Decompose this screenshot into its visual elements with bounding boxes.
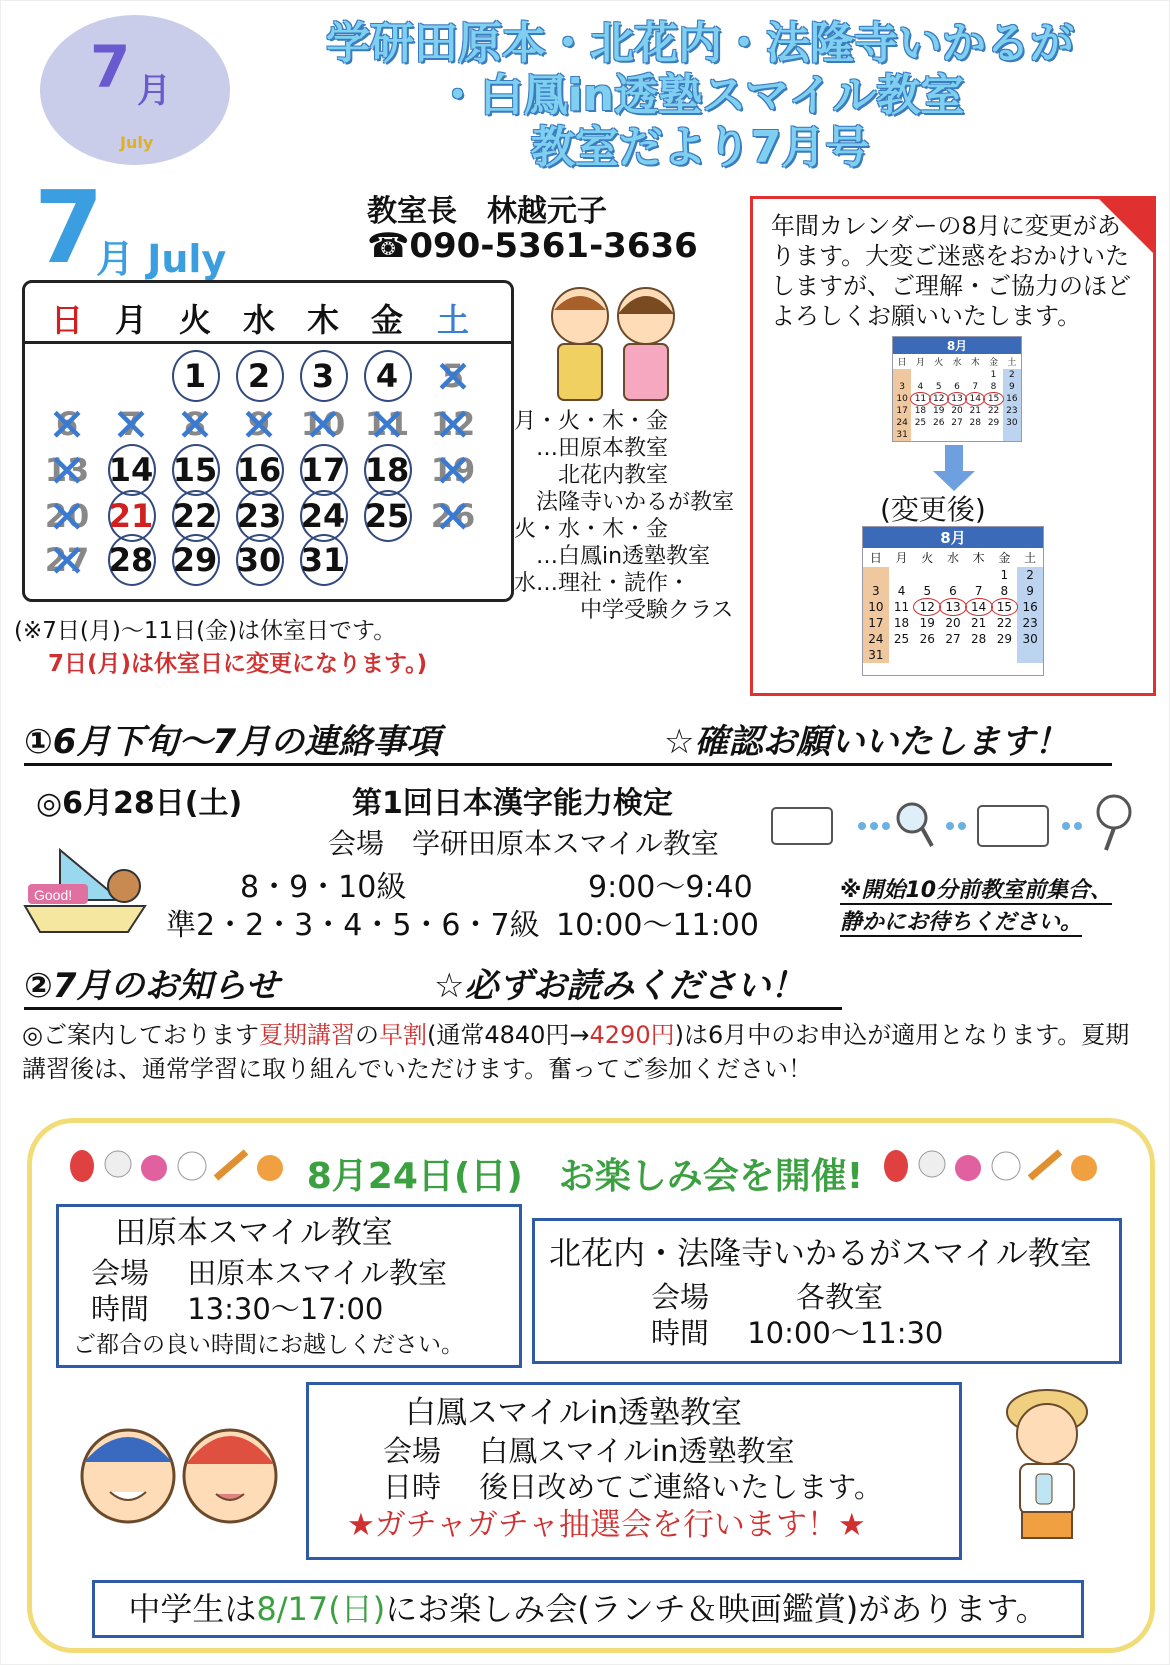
mini-day [1017, 647, 1043, 663]
mini-day [930, 429, 948, 441]
calendar-day-number: 5 [441, 357, 465, 395]
section1-heading [24, 714, 1112, 766]
calendar-day [294, 401, 352, 447]
calendar-day [102, 537, 160, 583]
calendar-day [424, 353, 482, 399]
mini-day [863, 567, 889, 583]
calendar-day-number: 25 [364, 497, 410, 535]
weekday-4: 木 [306, 301, 339, 339]
calendar-day-number: 13 [44, 451, 90, 489]
mini-day: 22 [987, 406, 1000, 416]
kanken-time-1: 9:00～9:40 [588, 870, 753, 905]
weekday-2: 火 [178, 301, 211, 339]
mini-day: 4 [917, 382, 924, 392]
calendar-day [102, 401, 160, 447]
smiling-kids-illustration [70, 1412, 290, 1532]
mini-day: 15 [992, 599, 1018, 615]
calendar-day [424, 493, 482, 539]
summer-course-paragraph [22, 1018, 1152, 1086]
calendar-day [424, 447, 482, 493]
boat-label: Good! [34, 887, 73, 903]
mini-day: 30 [1017, 631, 1043, 647]
mini-weekday: 土 [1007, 358, 1017, 368]
mini-day: 28 [969, 418, 981, 428]
calendar-day-number: 16 [236, 451, 282, 489]
hakuho-venue: 会場 白鳳スマイルin透塾教室 [383, 1434, 795, 1468]
calendar-day [230, 493, 288, 539]
boat-bear-illustration [20, 840, 150, 940]
calendar-day [424, 401, 482, 447]
kanken-time-2: 10:00～11:00 [556, 908, 759, 943]
mini-day: 16 [1017, 599, 1043, 615]
badge-number: 7 [90, 33, 131, 101]
big-month-label: 月 July [96, 237, 227, 281]
mini-day: 15 [984, 393, 1002, 405]
mini-day: 13 [940, 599, 966, 615]
hakuho-name: 白鳳スマイルin透塾教室 [405, 1395, 743, 1431]
kanken-grade-1: 8・9・10級 [240, 870, 407, 905]
calendar-day-number: 19 [430, 451, 476, 489]
mini-day: 26 [932, 418, 945, 428]
mini-day: 6 [954, 382, 960, 392]
mini-day: 28 [971, 632, 987, 646]
para-g: )は6月中のお申込が適用となります。夏期講習後は、通常学習に取り組んでいただけます。奮ってご参加ください！ [22, 1021, 1130, 1083]
calendar-day [294, 537, 352, 583]
kanken-date: ◎6月28日(土) [36, 786, 243, 821]
calendar-day-number: 7 [119, 405, 143, 443]
schedule-line: 水…理社・読作・ [514, 571, 691, 596]
mini-day: 14 [966, 599, 992, 615]
mini-day: 5 [923, 584, 932, 598]
event-title: 8月24日(日) お楽しみ会を開催! [306, 1156, 864, 1197]
mini-day: 5 [935, 382, 942, 392]
section1-heading-right: ☆確認お願いいたします！ [664, 722, 1069, 762]
schedule-line: …白鳳in透塾教室 [514, 544, 711, 569]
schedule-line: …田原本教室 [514, 436, 669, 461]
mini-day: 27 [945, 632, 961, 646]
mini-day: 31 [863, 647, 889, 663]
mini-day: 4 [897, 584, 906, 598]
mini-weekday: 月 [895, 551, 908, 565]
mini-day: 11 [893, 600, 910, 614]
mini-day: 19 [932, 406, 945, 416]
mini-weekday: 水 [946, 551, 959, 565]
weekday-6: 土 [436, 301, 469, 339]
calendar-header [25, 283, 511, 344]
footer-a: 中学生は [128, 1590, 257, 1628]
mini-day: 1 [990, 370, 997, 380]
mini-day: 7 [974, 584, 983, 598]
mini-day: 14 [966, 393, 984, 405]
mini-day: 29 [996, 632, 1012, 646]
calendar-day-number: 31 [300, 541, 346, 579]
mini-day [992, 647, 1018, 663]
mini-day [893, 369, 911, 381]
mini-weekday: 月 [915, 358, 925, 368]
yukata-kids-illustration [538, 282, 688, 412]
july-calendar [22, 280, 514, 602]
mini-weekday: 金 [998, 551, 1011, 565]
mini-day: 21 [971, 616, 987, 630]
mini-day [911, 429, 929, 441]
calendar-day-number: 21 [108, 497, 154, 535]
mini-day [966, 369, 984, 381]
mini-day: 13 [948, 393, 966, 405]
mini-weekday: 土 [1024, 551, 1037, 565]
hakuho-box [306, 1382, 962, 1560]
schedule-line: 中学受験クラス [514, 598, 734, 623]
mini-day: 10 [863, 599, 889, 615]
mini-day: 17 [893, 405, 911, 417]
calendar-day [166, 493, 224, 539]
mini-calendar-after [862, 526, 1044, 676]
calendar-day-number: 2 [247, 357, 271, 395]
mini-day: 6 [949, 584, 957, 598]
mini-day: 10 [893, 393, 911, 405]
mini-day: 20 [945, 616, 961, 630]
para-summer-course: 夏期講習 [258, 1021, 355, 1049]
mini-day: 24 [893, 417, 911, 429]
kanken-note-2: 静かにお待ちください。 [840, 910, 1083, 935]
tawaramoto-note: ご都合の良い時間にお越しください。 [73, 1332, 464, 1358]
calendar-day-number: 10 [300, 405, 346, 443]
badge-kanji: 月 [137, 71, 171, 111]
footer-c: にお楽しみ会(ランチ＆映画鑑賞)があります。 [385, 1590, 1048, 1628]
calendar-day [294, 493, 352, 539]
calendar-day [358, 447, 416, 493]
mini-day: 11 [911, 393, 929, 405]
mini-day: 3 [893, 381, 911, 393]
mini-weekday: 木 [972, 551, 985, 565]
junior-high-box [92, 1580, 1084, 1638]
mini-day [948, 369, 966, 381]
tawaramoto-venue: 会場 田原本スマイル教室 [91, 1256, 448, 1290]
kanken-note [840, 875, 1112, 939]
calendar-note-2: 7日(月)は休室日に変更になります。) [48, 651, 428, 677]
mini-day: 23 [1003, 405, 1021, 417]
weekday-3: 水 [242, 301, 275, 339]
calendar-day [166, 353, 224, 399]
mini-calendar-before [892, 336, 1022, 442]
month-badge [40, 15, 230, 165]
kitahanauchi-name: 北花内・法隆寺いかるがスマイル教室 [549, 1234, 1092, 1272]
mini-day [930, 369, 948, 381]
hakuho-gacha [347, 1507, 866, 1543]
tawaramoto-box [56, 1204, 522, 1368]
calendar-day-number: 3 [311, 357, 335, 395]
kanken-event: 第1回日本漢字能力検定 [352, 786, 673, 821]
mini-day: 27 [951, 418, 963, 428]
calendar-day [102, 447, 160, 493]
calendar-day [166, 447, 224, 493]
mini-day [966, 567, 992, 583]
mini-day [948, 429, 966, 441]
mini-day: 9 [1003, 381, 1021, 393]
mini-calendar-before-month: 8月 [893, 337, 1021, 354]
weekday-1: 月 [114, 301, 147, 339]
mini-day: 3 [863, 583, 889, 599]
mini-day [1003, 429, 1021, 441]
para-early-discount: 早割 [378, 1021, 427, 1049]
study-tools-illustration [770, 790, 1140, 856]
kitahanauchi-box [532, 1218, 1122, 1364]
mini-day [940, 647, 966, 663]
section2-heading-right: ☆必ずお読みください！ [434, 966, 805, 1006]
schedule-line: 北花内教室 [514, 463, 669, 488]
notice-text: 年間カレンダーの8月に変更があります。大変ご迷惑をおかけいたしますが、ご理解・ご協力のほどよろしくお願いいたします。 [771, 212, 1131, 330]
calendar-day-number: 29 [172, 541, 218, 579]
mini-day: 24 [863, 631, 889, 647]
weekday-0: 日 [50, 301, 83, 339]
schedule-line: 月・火・木・金 [514, 409, 669, 434]
calendar-note-1: (※7日(月)～11日(金)は休室日です。 [14, 618, 397, 644]
calendar-day-number: 20 [44, 497, 90, 535]
calendar-day [38, 537, 96, 583]
title-line-2: ・白鳳in透塾スマイル教室 [435, 70, 965, 121]
calendar-day-number: 14 [108, 451, 154, 489]
calendar-day-number: 18 [364, 451, 410, 489]
calendar-day [358, 353, 416, 399]
mini-weekday: 日 [897, 358, 907, 368]
calendar-day-number: 24 [300, 497, 346, 535]
mini-day: 31 [893, 429, 911, 441]
after-change-label: (変更後) [880, 493, 986, 526]
calendar-day-number: 17 [300, 451, 346, 489]
mini-day: 8 [990, 382, 997, 392]
manager-name: 教室長 林越元子 [367, 194, 607, 229]
calendar-day-number: 9 [247, 405, 271, 443]
section2-heading [24, 958, 842, 1010]
hakuho-date: 日時 後日改めてご連絡いたします。 [383, 1470, 883, 1504]
kitahanauchi-venue: 会場 各教室 [651, 1280, 884, 1314]
mini-weekday: 日 [869, 551, 882, 565]
mini-day: 25 [914, 418, 927, 428]
kitahanauchi-time: 時間 10:00～11:30 [651, 1316, 944, 1350]
mini-day: 12 [930, 393, 948, 405]
mini-day: 20 [951, 406, 963, 416]
calendar-day-number: 11 [364, 405, 410, 443]
mini-day: 25 [893, 632, 910, 646]
calendar-day [230, 353, 288, 399]
mini-day: 12 [914, 599, 940, 615]
schedule-line: 火・水・木・金 [514, 517, 669, 542]
mini-day: 2 [1003, 369, 1021, 381]
mini-day [889, 647, 915, 663]
para-e: (通常4840円→ [426, 1021, 590, 1049]
calendar-day-number: 12 [430, 405, 476, 443]
mini-day [984, 429, 1002, 441]
calendar-day [294, 353, 352, 399]
tawaramoto-name: 田原本スマイル教室 [115, 1215, 393, 1251]
boy-with-drink-illustration [992, 1378, 1102, 1558]
weekday-5: 金 [370, 301, 403, 339]
mini-day: 16 [1003, 393, 1021, 405]
mini-weekday: 火 [921, 551, 934, 565]
mini-day: 19 [919, 616, 935, 630]
calendar-day-number: 1 [183, 357, 207, 395]
mini-day: 29 [987, 418, 1000, 428]
mini-day: 30 [1003, 417, 1021, 429]
mini-day [966, 429, 984, 441]
mini-calendar-after-month: 8月 [863, 527, 1043, 548]
festival-icons-left [66, 1144, 286, 1188]
title-line-3: 教室だより7月号 [530, 122, 870, 173]
calendar-day [358, 493, 416, 539]
phone-number: ☎090-5361-3636 [367, 226, 698, 266]
calendar-day [38, 401, 96, 447]
mini-day: 18 [914, 406, 927, 416]
mini-weekday: 木 [970, 358, 980, 368]
footer-date: 8/17(日) [256, 1590, 386, 1628]
kanken-note-1: ※開始10分前教室前集合、 [840, 878, 1113, 903]
section1-heading-left: ①6月下旬～7月の連絡事項 [24, 722, 441, 762]
para-a: ◎ご案内しております [22, 1021, 259, 1049]
mini-day: 1 [1000, 568, 1009, 582]
mini-day: 17 [863, 615, 889, 631]
schedule-line: 法隆寺いかるが教室 [514, 490, 735, 515]
calendar-day-number: 28 [108, 541, 154, 579]
arrow-down-icon [945, 445, 963, 471]
badge-eng: July [120, 133, 154, 152]
mini-weekday: 水 [952, 358, 962, 368]
mini-day [914, 567, 940, 583]
para-c: の [354, 1021, 379, 1049]
calendar-day [38, 447, 96, 493]
section2-heading-left: ②7月のお知らせ [24, 966, 280, 1006]
calendar-day-number: 4 [375, 357, 399, 395]
mini-day: 2 [1017, 567, 1043, 583]
calendar-day [166, 537, 224, 583]
calendar-day-number: 6 [55, 405, 79, 443]
calendar-day [166, 401, 224, 447]
mini-weekday: 火 [934, 358, 944, 368]
mini-day [911, 369, 929, 381]
calendar-day-number: 22 [172, 497, 218, 535]
mini-day [914, 647, 940, 663]
mini-weekday: 金 [989, 358, 999, 368]
calendar-day-number: 15 [172, 451, 218, 489]
mini-day [940, 567, 966, 583]
kanken-venue: 会場 学研田原本スマイル教室 [328, 827, 719, 860]
title-line-1: 学研田原本・北花内・法隆寺いかるが [326, 18, 1074, 69]
calendar-day [358, 401, 416, 447]
calendar-day [230, 537, 288, 583]
mini-day: 9 [1017, 583, 1043, 599]
mini-day: 22 [996, 616, 1012, 630]
mini-day [889, 567, 915, 583]
mini-day: 7 [972, 382, 979, 392]
calendar-day-number: 8 [183, 405, 207, 443]
calendar-day-number: 30 [236, 541, 282, 579]
big-month-number: 7 [34, 169, 104, 286]
para-price: 4290円 [589, 1021, 675, 1049]
calendar-day [294, 447, 352, 493]
festival-icons-right [880, 1144, 1100, 1188]
mini-day [966, 647, 992, 663]
calendar-day-number: 23 [236, 497, 282, 535]
calendar-day [230, 401, 288, 447]
calendar-day-number: 26 [430, 497, 476, 535]
mini-day: 18 [893, 616, 910, 630]
mini-day: 21 [969, 406, 981, 416]
gacha-text: ★ガチャガチャ抽選会を行います！★ [347, 1507, 866, 1543]
mini-day: 23 [1017, 615, 1043, 631]
kanken-grade-2: 準2・2・3・4・5・6・7級 [166, 908, 540, 943]
calendar-day-number: 27 [44, 541, 90, 579]
calendar-day [230, 447, 288, 493]
mini-day: 8 [1000, 584, 1009, 598]
calendar-day [102, 493, 160, 539]
tawaramoto-time: 時間 13:30～17:00 [91, 1292, 384, 1326]
mini-day: 26 [919, 632, 935, 646]
